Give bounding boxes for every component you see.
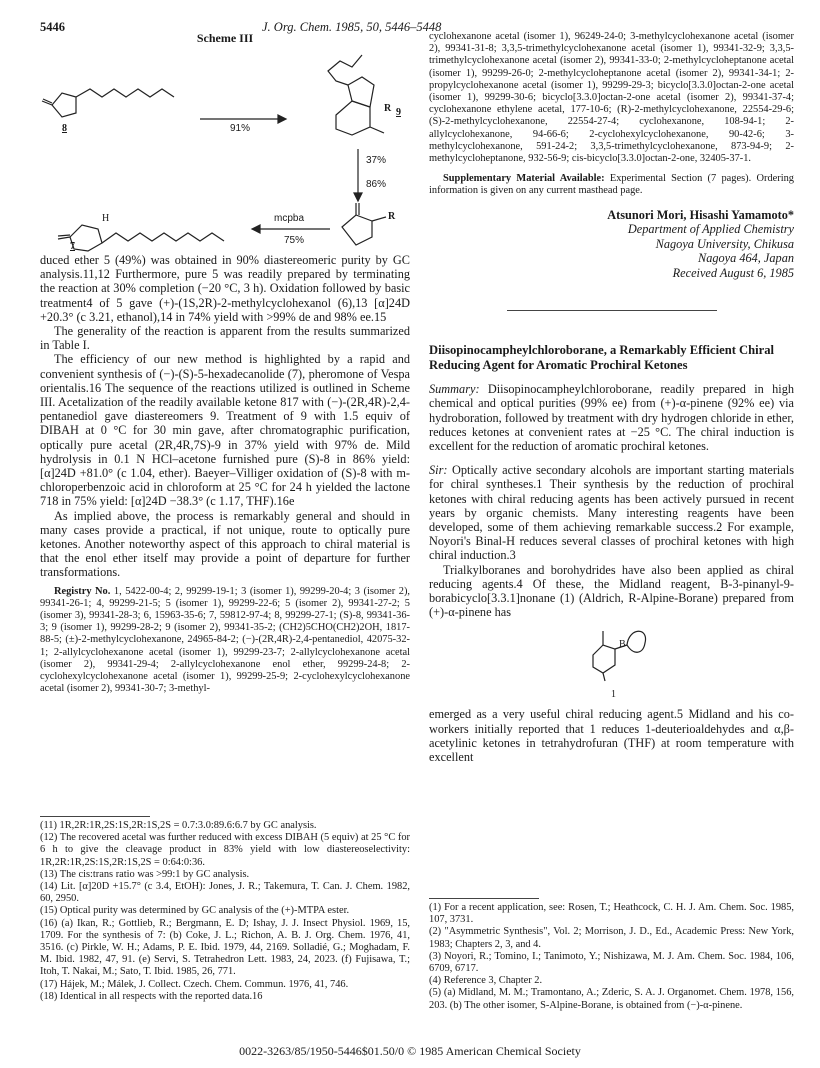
right-footnotes (429, 902, 794, 1012)
compound-8-label: 8 (62, 123, 67, 134)
h-atom-label: H (102, 213, 110, 224)
footnote-14: (14) Lit. [α]20D +15.7° (c 3.4, EtOH): Jones, J. R.; Takemura, T. Can. J. Chem. 1982, 60, 2950. (40, 881, 410, 905)
left-body (40, 253, 410, 580)
alkyl-chain-7 (102, 233, 224, 243)
footnote-11: (11) 1R,2R:1R,2S:1S,2R:1S,2S = 0.7:3.0:89.6:6.7 by GC analysis. (40, 820, 317, 831)
affiliation-2: Nagoya University, Chikusa (655, 236, 794, 251)
supplementary-block (429, 173, 794, 197)
sir-block (429, 463, 794, 562)
reagent-mcpba-label: mcpba (274, 213, 305, 224)
footnote-2: (2) "Asymmetric Synthesis", Vol. 2; Morrison, J. D., Ed., Academic Press: New York, 1983; Chapters 2, 3, and 4. (429, 926, 794, 950)
alpine-borane-drawing (579, 621, 649, 691)
compound-7-label: 7 (70, 241, 75, 252)
yield-37-label: 37% (366, 155, 387, 166)
supp-text: Experimental Section (7 pages). Ordering information is given on any current masthead page. (429, 173, 794, 197)
scheme-title: Scheme III (196, 31, 254, 45)
left-column (40, 31, 410, 696)
footnote-divider-left (40, 816, 150, 817)
emerged-block (429, 707, 794, 764)
r-group-right: R (388, 211, 396, 222)
footnote-13: (13) The cis:trans ratio was >99:1 by GC analysis. (40, 868, 250, 880)
compound-9-label: 9 (396, 107, 401, 118)
footnote-3: (3) Noyori, R.; Tomino, I.; Tanimoto, Y.; Nishizawa, M. J. Am. Chem. Soc. 1984, 106, 6709, 6717. (429, 950, 794, 975)
article-title: Diisopinocampheylchloroborane, a Remarkably Efficient Chiral Reducing Agent for Aromatic Prochiral Ketones (429, 343, 775, 372)
scheme-iii (40, 31, 410, 253)
footnote-4: (4) Reference 3, Chapter 2. (429, 975, 543, 987)
footnote-5: (5) (a) Midland, M. M.; Tramontano, A.; Zderic, S. A. J. Organomet. Chem. 1978, 156, 203. (b) The other isomer, S-Alpine-Borane, is obtained from (−)-α-pinene. (429, 987, 794, 1011)
affiliation-1: Department of Applied Chemistry (627, 222, 794, 237)
summary-text: Diisopinocampheylchloroborane, readily prepared in high chemical and optical purities (99% ee) from (+)-α-pinene (92% ee) via hydroboration, followed by treatment with dry hydrogen chloride in ether, reduces ketones at convenient rates at −25 °C. The chiral induction is excellent for the reduction of aromatic prochiral ketones. (429, 382, 794, 453)
yield-75-label: 75% (284, 235, 305, 246)
supp-title: Supplementary Material Available: (443, 173, 605, 185)
acetal-ring (336, 101, 370, 135)
registry-continued: cyclohexanone acetal (isomer 1), 96249-24-0; 3-methylcyclohexanone acetal (isomer 2), 99341-31-8; 3,3,5-trimethylcyclohexanone acetal (isomer 1), 99341-32-9; 3,3,5-trimethylcyclohexanone acetal (isomer 2), 99341-33-0; 2-methylcycloheptanone acetal (isomer 1), 99299-26-0; 2-methylcycloheptanone acetal (isomer 2), 99341-34-1; 2-propylcyclohexanone acetal (isomer 1), 99299-29-3; bicyclo[3.3.0]octan-2-one acetal (isomer 1), 99299-30-6; bicyclo[3.3.0]octan-2-one acetal (isomer 2), 99341-37-4; cyclohexanone ethylene acetal, 177-10-6; (R)-2-methylcyclohexanone, 22554-29-6; (S)-2-methylcyclohexanone, 22554-27-4; cyclohexanone, 108-94-1; 2-allylcyclohexanone, 94-66-6; 2-cyclohexylcyclohexanone, 90-42-6; 3-methylcyclohexanone, 591-24-2; 3,3,5-trimethylcyclohexanone, 873-94-9; 2-methylcycloheptanone, 932-56-9; cis-bicyclo[3.3.0]octan-2-one, 32405-37-1. (429, 31, 794, 165)
ketone-ring (52, 93, 76, 117)
summary-block (429, 382, 794, 453)
boron-label: B (619, 639, 626, 651)
footnote-1: (1) For a recent application, see: Rosen, T.; Heathcock, C. H. J. Am. Chem. Soc. 1985, 107, 3731. (429, 902, 794, 926)
paragraph-4: As implied above, the process is remarkably general and should in many cases provide a practical, if not unique, route to optically pure ketones. Another noteworthy aspect of this approach to chiral material is that the enol ether itself may provide a point of departure for further transformations. (40, 508, 410, 580)
paragraph-trialkyl: Trialkylboranes and borohydrides have also been applied as chiral reducing agents.4 Of these, the Midland reagent, B-3-pinanyl-9-borabicyclo[3.3.1]nonane (1) (Aldrich, R-Alpine-Borane) prepared from (+)-α-pinene has (429, 562, 794, 620)
paragraph-emerged: emerged as a very useful chiral reducing agent.5 Midland and his co-workers initially reported that 1 reduces 1-deuterioaldehydes and α,β-acetylinic ketones in tetrahydrofuran (THF) at room temperature with excellent (429, 707, 794, 764)
copyright-footer: 0022-3263/85/1950-5446$01.50/0 © 1985 American Chemical Society (239, 1044, 581, 1058)
footnote-17: (17) Hájek, M.; Málek, J. Collect. Czech. Chem. Commun. 1976, 41, 746. (40, 978, 349, 990)
summary-label: Summary: (429, 382, 480, 397)
structure-1 (429, 619, 794, 707)
affiliation-3: Nagoya 464, Japan (698, 251, 794, 266)
registry-text: 1, 5422-00-4; 2, 99299-19-1; 3 (isomer 1), 99299-20-4; 3 (isomer 2), 99341-26-1; 4, 99299-21-5; 5 (isomer 1), 99299-22-6; 5 (isomer 2), 99341-27-2; 5 (isomer 3), 99341-28-3; 6, 15963-35-6; 7, 59812-97-4; 8, 99299-27-1; (S)-8, 99341-36-3; 9 (isomer 1), 99299-28-2; 9 (isomer 2), 99341-35-2; (CH2)5CHO(CH2)2OH, 1817-88-5; (±)-2-methylcyclohexanone, 24965-84-2; (−)-(2R,4R)-2,4-pentanediol, 42075-32-1; 2-allylcyclohexanone acetal (isomer 1), 99299-23-7; 2-allylcyclohexanone acetal (isomer 2), 99341-29-4; 2-allylcyclohexanone enol ether, 99299-24-8; 2-cyclohexylcyclohexanone acetal (isomer 1), 99299-25-9; 2-cyclohexylcyclohexanone acetal (isomer 2), 99341-30-7; 3-methyl- (40, 585, 410, 695)
journal-header: J. Org. Chem. 1985, 50, 5446–5448 (262, 20, 442, 34)
left-footnotes (40, 820, 410, 1003)
yield-91-label: 91% (230, 123, 251, 134)
paragraph-1: duced ether 5 (49%) was obtained in 90% diastereomeric purity by GC analysis.11,12 Furthermore, pure 5 was readily prepared by terminating the reaction at 30% completion (−20 °C, 3 h). Oxidation followed by basic treatment4 of 5 gave (+)-(1S,2R)-2-methylcyclohexanol (6),13 [α]24D +20.3° (c 3.21, ethanol),14 in 74% yield with >99% de and 98% ee.15 (40, 253, 410, 324)
registry-block (40, 586, 410, 696)
footnote-16: (16) (a) Ikan, R.; Gottlieb, R.; Bergmann, E. D; Ishay, J. J. Insect Physiol. 1969, 15, 1709. For the synthesis of 7: (b) Coke, J. L.; Richon, A. B. J. Org. Chem. 1976, 41, 3516. (c) Pirkle, W. H.; Adams, P. E. Ibid. 1979, 44, 2169. Solladié, G.; Moghadam, F. M. Ibid. 1982, 47, 91. (e) Servi, S. Tetrahedron Lett. 1983, 24, 2023. (f) Fujisawa, T.; Itoh, T. Nakai, M.; Sato, T. Ibid. 1985, 26, 771. (40, 917, 410, 978)
authors: Atsunori Mori, Hisashi Yamamoto* (607, 207, 794, 222)
yield-86-label: 86% (366, 179, 387, 190)
author-block (429, 208, 794, 281)
received-date: Received August 6, 1985 (672, 265, 794, 280)
structure-1-label: 1 (611, 689, 616, 701)
alkyl-chain-8 (76, 89, 174, 97)
trialkyl-block (429, 563, 794, 620)
ketone-s8 (342, 215, 372, 245)
registry-title: Registry No. (54, 585, 111, 597)
page-number: 5446 (40, 20, 65, 34)
footnote-15: (15) Optical purity was determined by GC analysis of the (+)-MTPA ester. (40, 905, 350, 917)
footnote-divider-right (429, 898, 539, 899)
scheme-drawing (40, 31, 410, 253)
footnote-18: (18) Identical in all respects with the reported data.16 (40, 990, 263, 1002)
right-column (429, 31, 794, 764)
footnote-12: (12) The recovered acetal was further reduced with excess DIBAH (5 equiv) at 25 °C for 6 h to give the cleavage product in 83% yield with low diastereoselectivity: 1R,2R:1R,2S:1S,2R:1S,2S = 0:64:0:36. (40, 832, 410, 868)
paragraph-3: The efficiency of our new method is highlighted by a rapid and convenient synthesis of (−)-(S)-5-hexadecanolide (7), pheromone of Vespa orientalis.16 The sequence of the reactions utilized is outlined in Scheme III. Acetalization of the readily available ketone 817 with (−)-(2R,4R)-2,4-pentanediol gave diastereomers 9. Treatment of 9 with 1.5 equiv of DIBAH at 0 °C for 30 min gave, after chromatographic purification, optically pure acetal (2R,4R,7S)-9 in 37% yield with 97% de. Mild hydrolysis in 0.1 N HCl–acetone furnished pure (S)-8 in 86% yield: [α]24D +81.0° (c 1.04, ether). Baeyer–Villiger oxidation of (S)-8 with m-chloroperbenzoic acid in chloroform at 25 °C for 24 h yielded the lactone 718 in 75% yield: [α]24D −38.3° (c 1.17, THF).16e (40, 352, 410, 509)
article-divider (507, 310, 717, 311)
r-group-top: R (384, 103, 392, 114)
paragraph-2: The generality of the reaction is apparent from the results summarized in Table I. (40, 324, 410, 353)
sir-text: Optically active secondary alcohols are important starting materials for chiral syntheses.1 Their synthesis by the reduction of prochiral ketones with chiral reducing agents has been actively pursued in recent years by organic chemists. Many interesting reagents have been developed, some of them achieving remarkable success.2 For example, Noyori's Binal-H reduces several classes of prochiral ketones with high chiral induction.3 (429, 463, 794, 563)
sir-label: Sir: (429, 463, 448, 478)
